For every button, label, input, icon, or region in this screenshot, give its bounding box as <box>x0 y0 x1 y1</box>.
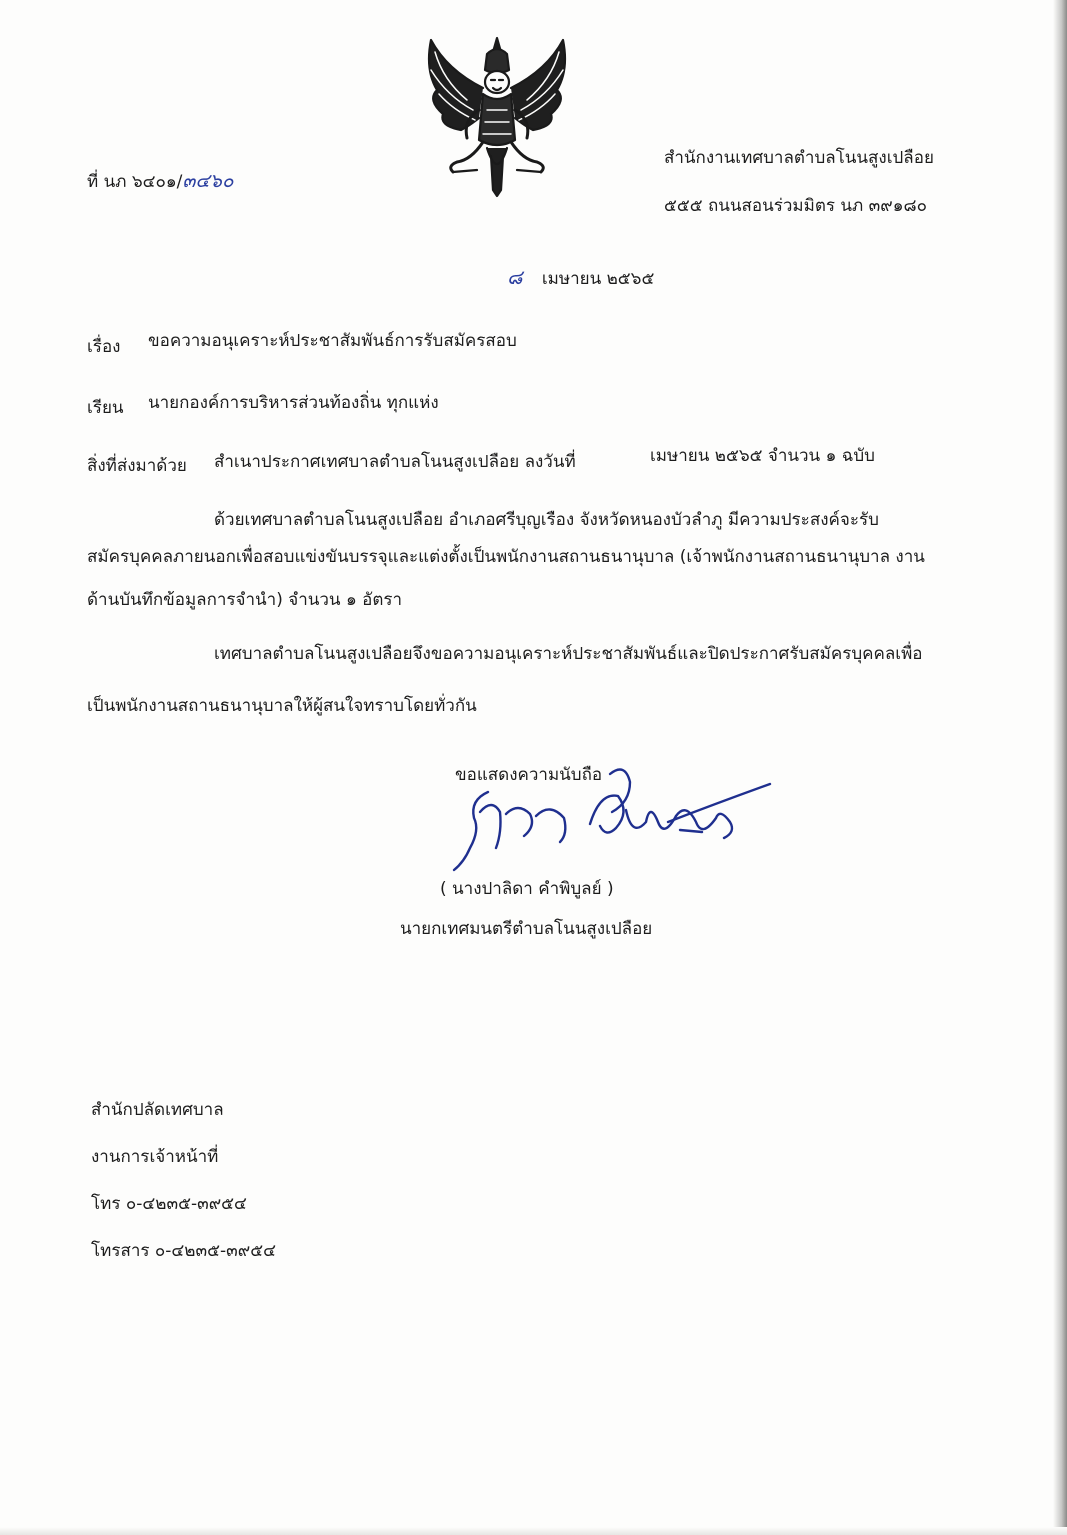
signer-name: ( นางปาลิดา คำพิบูลย์ ) <box>440 879 614 899</box>
enclosure-text-part1: สำเนาประกาศเทศบาลตำบลโนนสูงเปลือย ลงวันที่ <box>214 452 576 472</box>
recipient-label: เรียน <box>87 398 124 418</box>
reference-number <box>87 169 233 194</box>
paragraph-2-line-1: เทศบาลตำบลโนนสูงเปลือยจึงขอความอนุเคราะห์ประชาสัมพันธ์และปิดประกาศรับสมัครบุคคลเพื่อ <box>214 644 923 664</box>
footer-phone: โทร ๐-๔๒๓๕-๓๙๕๔ <box>91 1194 247 1214</box>
garuda-emblem-icon <box>417 30 577 200</box>
footer-department: สำนักปลัดเทศบาล <box>91 1100 224 1120</box>
paragraph-1-line-2: สมัครบุคคลภายนอกเพื่อสอบแข่งขันบรรจุและแต่งตั้งเป็นพนักงานสถานธนานุบาล (เจ้าพนักงานสถานธนานุบาล งาน <box>87 547 925 567</box>
footer-section: งานการเจ้าหน้าที่ <box>91 1147 219 1167</box>
subject-label: เรื่อง <box>87 337 121 357</box>
subject-text: ขอความอนุเคราะห์ประชาสัมพันธ์การรับสมัครสอบ <box>148 331 517 351</box>
paragraph-1-line-3: ด้านบันทึกข้อมูลการจำนำ) จำนวน ๑ อัตรา <box>87 590 403 610</box>
enclosure-text-part2: เมษายน ๒๕๖๕ จำนวน ๑ ฉบับ <box>650 446 875 466</box>
reference-number-handwritten: ๓๔๖๐ <box>182 170 234 192</box>
paragraph-1-line-1: ด้วยเทศบาลตำบลโนนสูงเปลือย อำเภอศรีบุญเรือง จังหวัดหนองบัวลำภู มีความประสงค์จะรับ <box>214 510 879 530</box>
footer-fax: โทรสาร ๐-๔๒๓๕-๓๙๕๔ <box>91 1241 276 1261</box>
sender-address: ๕๕๕ ถนนสอนร่วมมิตร นภ ๓๙๑๘๐ <box>664 196 927 216</box>
paragraph-2-line-2: เป็นพนักงานสถานธนานุบาลให้ผู้สนใจทราบโดยทั่วกัน <box>87 696 477 716</box>
date-month-year: เมษายน ๒๕๖๕ <box>541 269 655 289</box>
sender-office: สำนักงานเทศบาลตำบลโนนสูงเปลือย <box>664 148 934 168</box>
recipient-text: นายกองค์การบริหารส่วนท้องถิ่น ทุกแห่ง <box>148 393 439 413</box>
signer-title: นายกเทศมนตรีตำบลโนนสูงเปลือย <box>400 919 653 939</box>
enclosure-label: สิ่งที่ส่งมาด้วย <box>87 456 187 476</box>
paper-right-edge <box>1053 0 1067 1535</box>
date-day-handwritten: ๘ <box>507 265 523 289</box>
letter-date <box>507 265 654 291</box>
closing-text: ขอแสดงความนับถือ <box>455 765 603 785</box>
reference-number-printed: ที่ นภ ๖๔๐๑/ <box>87 172 183 192</box>
signature-icon <box>440 752 780 882</box>
paper-bottom-edge <box>0 1527 1067 1535</box>
